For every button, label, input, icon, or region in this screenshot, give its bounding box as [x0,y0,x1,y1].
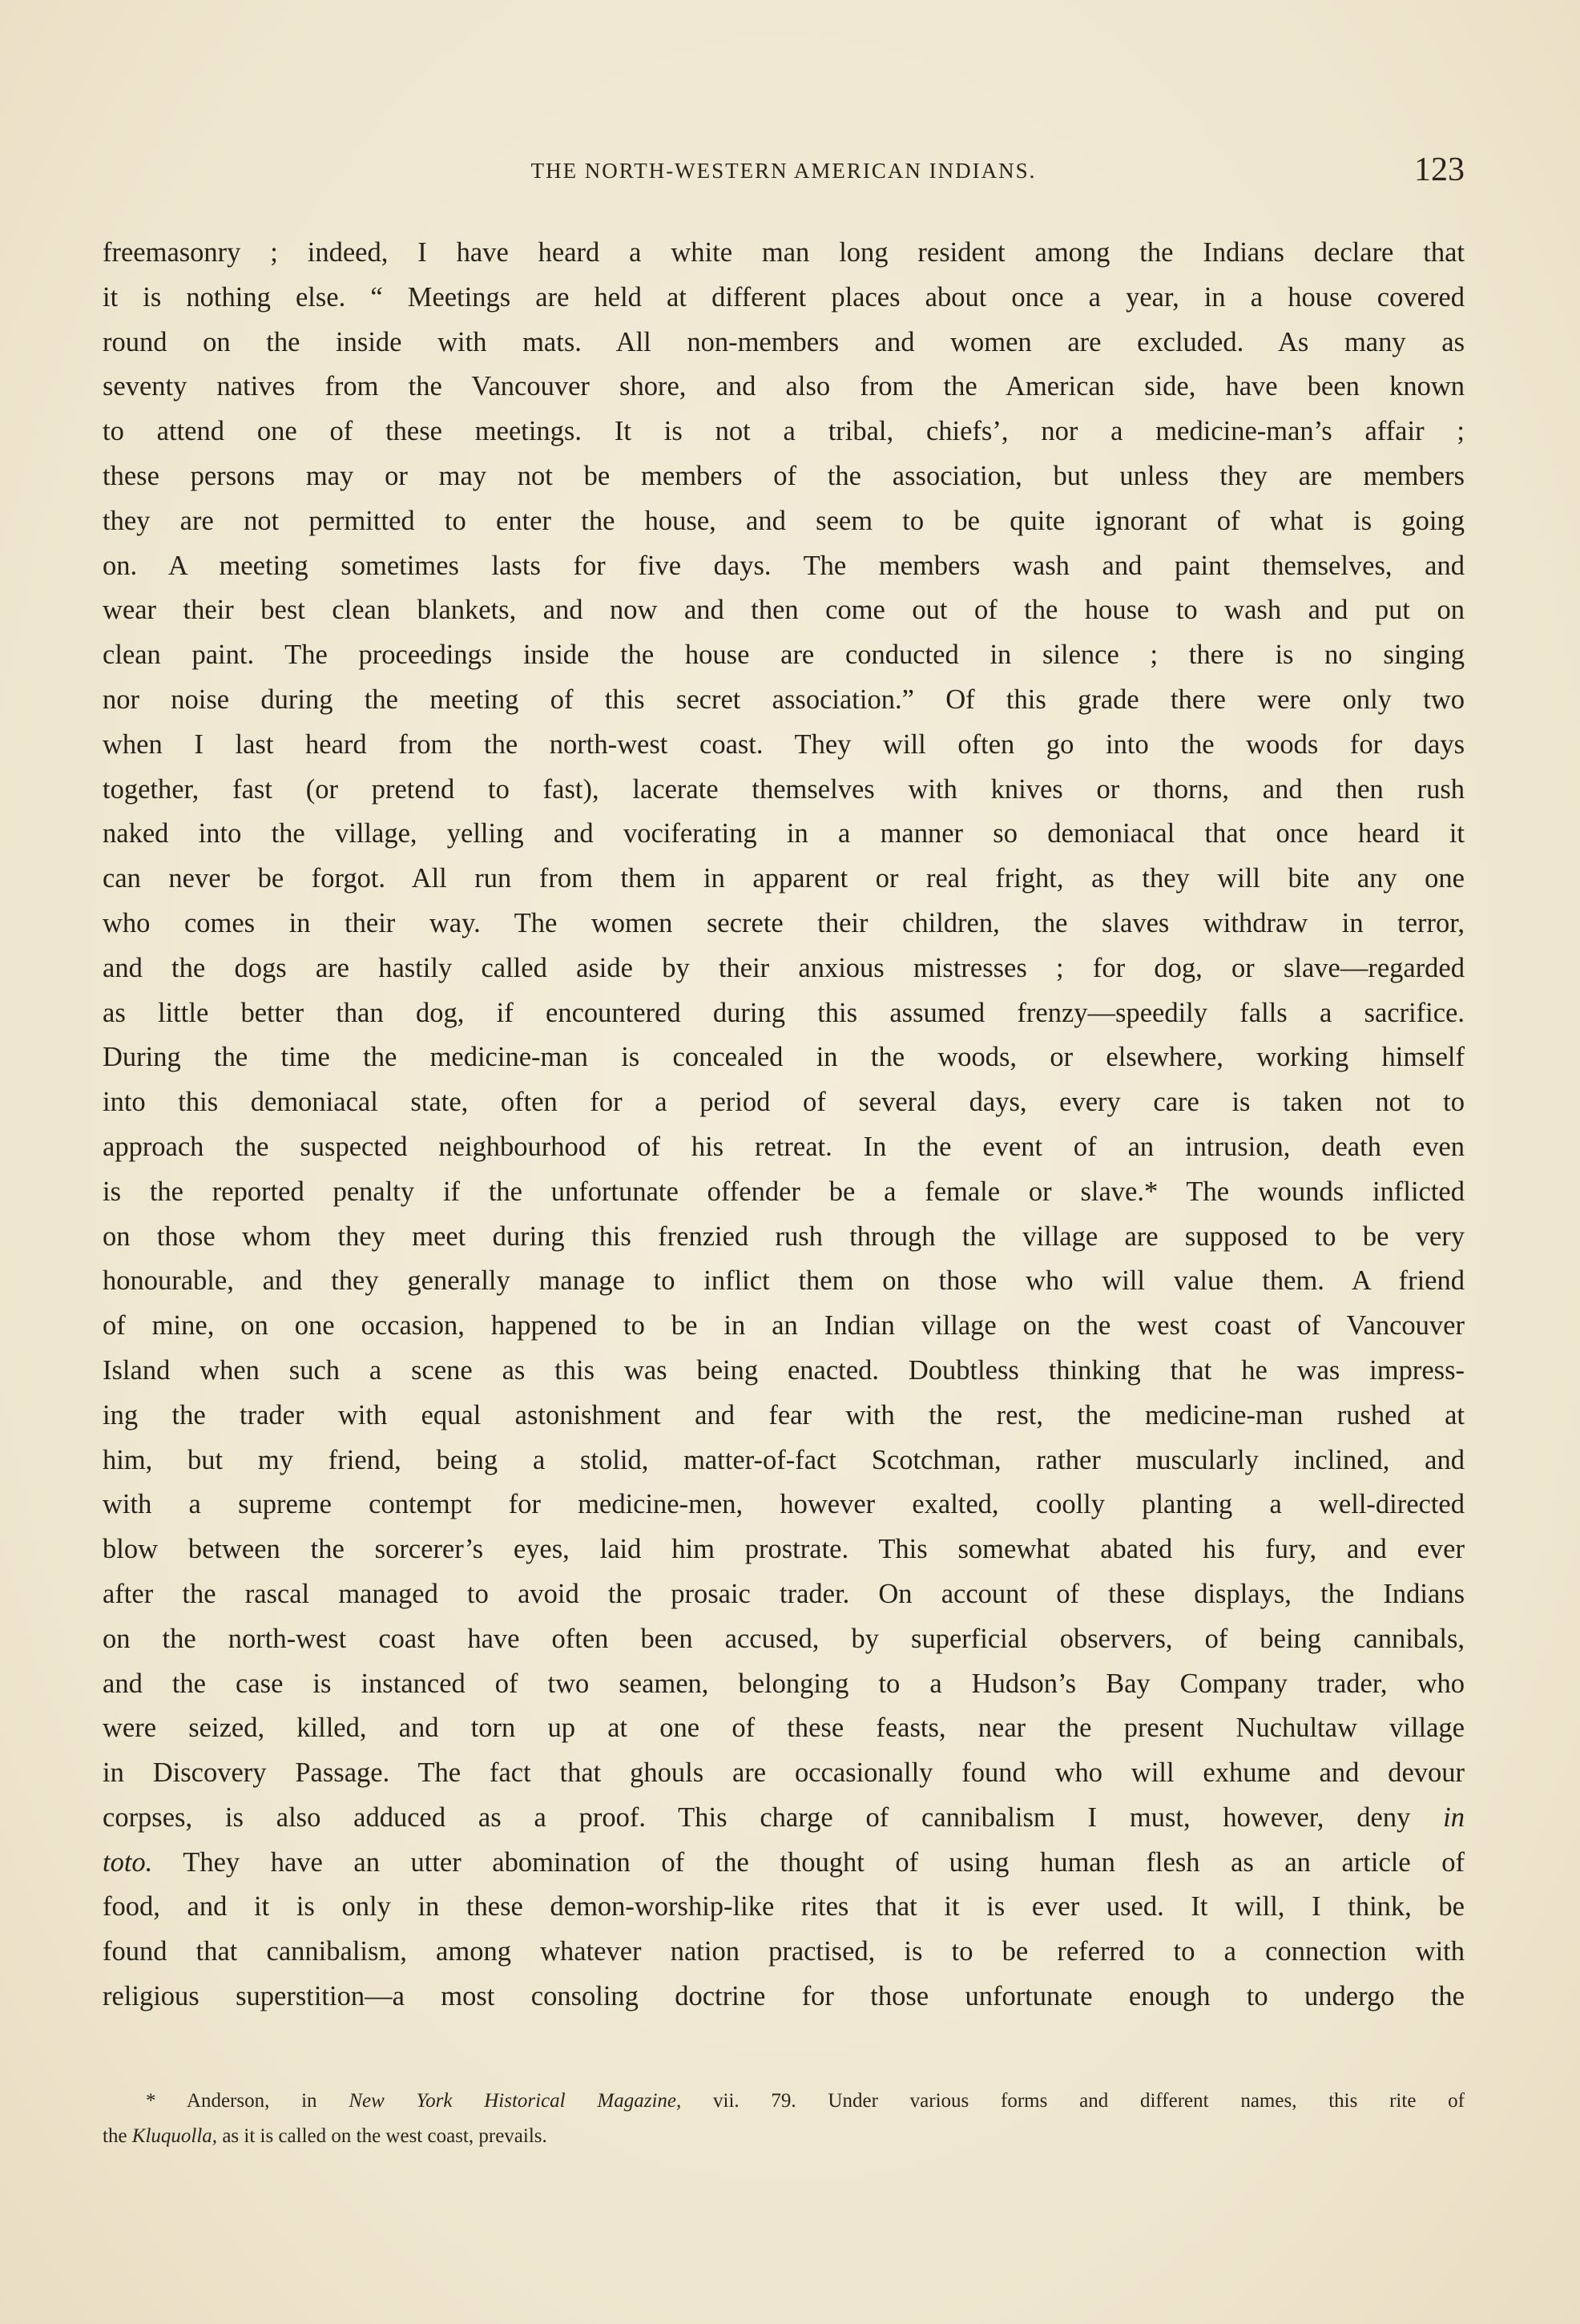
text-line: clean paint. The proceedings inside the house are conducted in silence ; there is no singing [103,640,1465,671]
text-line: as little better than dog, if encountered during this assumed frenzy—speedily falls a sacrifice. [103,997,1465,1028]
text-line: Island when such a scene as this was being enacted. Doubtless thinking that he was impress- [103,1354,1465,1386]
footnote-text: vii. 79. Under various forms and different names, this rite of [713,2090,1465,2112]
text-line: when I last heard from the north-west coast. They will often go into the woods for days [103,728,1465,760]
text-line: is the reported penalty if the unfortunate offender be a female or slave.* The wounds inflicted [103,1176,1465,1207]
text-line: of mine, on one occasion, happened to be in an Indian village on the west coast of Vancouver [103,1310,1465,1342]
text-line: on those whom they meet during this frenzied rush through the village are supposed to be very [103,1221,1465,1252]
text-line: were seized, killed, and torn up at one of these feasts, near the present Nuchultaw village [103,1713,1465,1744]
text-line: on. A meeting sometimes lasts for five days. The members wash and paint themselves, and [103,550,1465,581]
text-line: it is nothing else. “ Meetings are held at different places about once a year, in a house covered [103,281,1465,313]
text-line: in Discovery Passage. The fact that ghouls are occasionally found who will exhume and devour [103,1757,1465,1789]
italic-phrase: toto. [103,1846,153,1878]
text-line: who comes in their way. The women secrete their children, the slaves withdraw in terror, [103,907,1465,938]
text-line: ing the trader with equal astonishment and fear with the rest, the medicine-man rushed at [103,1399,1465,1430]
text-line: him, but my friend, being a stolid, matter-of-fact Scotchman, rather muscularly inclined, and [103,1444,1465,1475]
text-line: wear their best clean blankets, and now and then come out of the house to wash and put on [103,595,1465,626]
line-text: They have an utter abomination of the thought of using human flesh as an article of [152,1846,1465,1878]
footnote-line [103,2119,1465,2154]
text-line: approach the suspected neighbourhood of his retreat. In the event of an intrusion, death even [103,1131,1465,1162]
footnote-author: Anderson, in [186,2090,317,2112]
text-line: to attend one of these meetings. It is not a tribal, chiefs’, nor a medicine-man’s affair ; [103,416,1465,447]
page-header [103,151,1465,196]
text-line: into this demoniacal state, often for a period of several days, every care is taken not to [103,1087,1465,1118]
text-line: on the north-west coast have often been accused, by superficial observers, of being cannibals, [103,1623,1465,1654]
footnote-term: Kluquolla, [131,2125,218,2147]
text-line: blow between the sorcerer’s eyes, laid him prostrate. This somewhat abated his fury, and ever [103,1534,1465,1565]
line-text: corpses, is also adduced as a proof. This charge of cannibalism I must, however, deny [103,1802,1411,1833]
footnote-text: as it is called on the west coast, prevails. [222,2125,547,2147]
text-line: round on the inside with mats. All non-members and women are excluded. As many as [103,326,1465,357]
text-line-with-italic [103,1796,1465,1841]
text-line: and the case is instanced of two seamen, belonging to a Hudson’s Bay Company trader, who [103,1668,1465,1699]
footnote-text: the [103,2125,127,2147]
text-line: they are not permitted to enter the house, and seem to be quite ignorant of what is going [103,505,1465,536]
text-line: can never be forgot. All run from them in apparent or real fright, as they will bite any one [103,863,1465,894]
text-line: food, and it is only in these demon-worship-like rites that it is ever used. It will, I think, be [103,1891,1465,1923]
text-line: with a supreme contempt for medicine-men, however exalted, coolly planting a well-directed [103,1489,1465,1520]
footnote [103,2084,1465,2154]
page-number: 123 [1414,151,1465,188]
body-text [103,231,1465,2019]
text-line: found that cannibalism, among whatever nation practised, is to be referred to a connection with [103,1936,1465,1967]
text-line: religious superstition—a most consoling doctrine for those unfortunate enough to undergo the [103,1981,1465,2012]
text-line: naked into the village, yelling and vociferating in a manner so demoniacal that once heard it [103,818,1465,849]
text-line: seventy natives from the Vancouver shore, and also from the American side, have been known [103,371,1465,402]
text-line: these persons may or may not be members of the association, but unless they are members [103,460,1465,491]
text-line: together, fast (or pretend to fast), lacerate themselves with knives or thorns, and then rush [103,773,1465,805]
text-line: nor noise during the meeting of this secret association.” Of this grade there were only two [103,684,1465,715]
text-line: freemasonry ; indeed, I have heard a white man long resident among the Indians declare that [103,237,1465,268]
text-line: During the time the medicine-man is concealed in the woods, or elsewhere, working himself [103,1042,1465,1073]
text-line-with-italic [103,1841,1465,1886]
footnote-marker: * [146,2090,156,2112]
italic-phrase: in [1443,1802,1465,1833]
text-line: honourable, and they generally manage to inflict them on those who will value them. A friend [103,1265,1465,1297]
footnote-line [103,2084,1465,2119]
running-title: THE NORTH-WESTERN AMERICAN INDIANS. [530,159,1037,183]
text-line: and the dogs are hastily called aside by their anxious mistresses ; for dog, or slave—regarded [103,952,1465,983]
footnote-source: New York Historical Magazine, [349,2090,682,2112]
text-line: after the rascal managed to avoid the prosaic trader. On account of these displays, the Indians [103,1578,1465,1609]
